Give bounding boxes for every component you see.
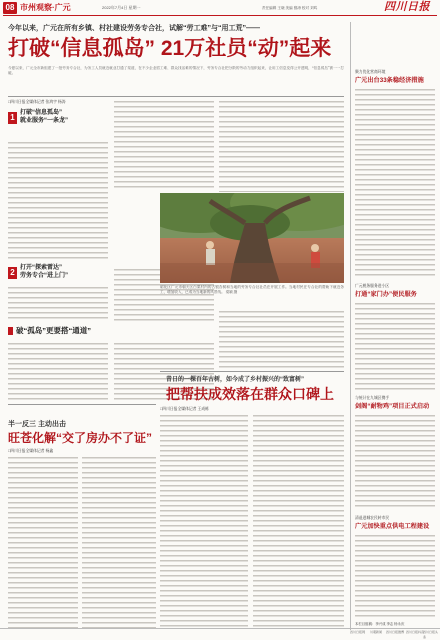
bottom-left-headline: 旺苍化解“交了房办不了证” xyxy=(8,431,153,445)
lead-body-col3c xyxy=(219,310,344,368)
subhead-title: 打开“探索雷达” 劳务专合“进上门” xyxy=(20,265,69,279)
sidebar-title-3: 剑阁“耐物鸡”项目正式启动 xyxy=(355,403,430,410)
sidebar-kicker-4: 清退进城农民转市民 xyxy=(355,516,390,520)
lead-headline: 打破“信息孤岛” 21万社员“动”起来 xyxy=(8,37,332,60)
subhead-marker xyxy=(8,327,13,335)
feature-kicker: 昔日的一棵百年古树，如今成了乡村振兴的“致富树” xyxy=(166,377,305,383)
subhead-number: 1 xyxy=(8,112,17,124)
section-name: 市州观察·广元 xyxy=(20,3,71,12)
page-number: 08 xyxy=(5,3,15,12)
sidebar-body-1 xyxy=(355,88,435,278)
issue-date: 2022年7月4日 星期一 xyxy=(102,5,141,10)
subhead-title: 打破“信息孤岛” 就业服务“一条龙” xyxy=(20,110,69,124)
editor-line: 责任编辑 王晓 美编 鄢涛 校对 刘鸣 xyxy=(262,6,318,10)
lead-body-col2 xyxy=(114,100,214,190)
masthead-rule xyxy=(3,15,437,16)
subhead-3 xyxy=(8,324,208,338)
lead-body-col1 xyxy=(8,131,108,261)
sidebar-body-3 xyxy=(355,414,435,510)
footer-item: 川观新闻 xyxy=(370,630,383,634)
sidebar xyxy=(350,22,437,630)
photo-caption: 昭化区广元市朝天区白果村内的古银杏树和当地的劳务专合社社员在开展工作。当地村民在专合社的帮助下就近务工，增加收入，已成为当地新的风景线。 梁颖 摄 xyxy=(160,285,344,294)
feature-headline: 把帮扶成效落在群众口碑上 xyxy=(166,386,334,402)
sidebar-kicker-1: 聚力优化营商环境 xyxy=(355,70,386,74)
photo-illustration xyxy=(160,193,344,283)
feature-divider xyxy=(160,371,344,372)
feature-body-col2 xyxy=(253,414,344,628)
sidebar-body-4 xyxy=(355,534,435,620)
sidebar-footer-credit: 本栏目组稿：李兴成 李志 杨永庆 xyxy=(355,622,405,626)
lead-kicker: 今年以来，广元在所有乡镇、村社建设劳务专合社，试解“劳工难”与“用工荒”—— xyxy=(8,25,260,32)
bottom-left-byline: □四川日报全媒体记者 杨鑫 xyxy=(8,449,54,453)
page-number-badge xyxy=(3,2,17,14)
bottom-left-body-col1 xyxy=(8,456,78,628)
sidebar-title-1: 广元出台33条稳经济措施 xyxy=(355,77,424,84)
subhead-2 xyxy=(8,264,108,284)
footer-item: 四川日报网 xyxy=(350,630,366,634)
footer-item: 四川日报抖音 xyxy=(406,630,425,634)
footer-item: 四川日报头条 xyxy=(423,630,439,639)
bottom-left-body-col2 xyxy=(82,456,156,628)
lead-body-col3 xyxy=(219,100,344,192)
lead-intro: 今夏以来，广元全市新组建了一批劳务专合社，为务工人员就近就业打通了渠道，在不少企业招工难、群众找活难的情况下，劳务专合社把分散的劳动力组织起来，让用工信息变得公开透明，“信息孤岛”被一一打破。 xyxy=(8,66,344,75)
sidebar-kicker-2: 广元税务服务进小区 xyxy=(355,284,390,288)
feature-body-col1 xyxy=(160,414,248,628)
subhead-number: 2 xyxy=(8,267,17,279)
lead-byline: □四川日报全媒体记者 张鸿宇 杨涛 xyxy=(8,100,66,104)
subhead-1 xyxy=(8,109,108,129)
bottom-left-divider xyxy=(8,404,156,405)
paper-logo: 四川日报 xyxy=(384,1,430,13)
lead-body-col1c xyxy=(8,342,108,402)
sidebar-title-4: 广元加快重点供电工程建设 xyxy=(355,523,430,530)
masthead xyxy=(0,0,440,16)
bottom-left-kicker: 半一反三 主动出击 xyxy=(8,421,66,428)
lead-divider xyxy=(8,96,344,97)
sidebar-body-2 xyxy=(355,302,435,390)
sidebar-title-2: 打通“家门办”便民服务 xyxy=(355,291,417,298)
lead-body-col1b xyxy=(8,286,108,322)
news-photo xyxy=(160,193,344,283)
footer-item: 四川日报微博 xyxy=(386,630,405,634)
feature-byline: □四川日报全媒体记者 王成栋 xyxy=(160,407,209,411)
subhead-title: 破“孤岛”更要搭“通道” xyxy=(16,326,91,335)
sidebar-kicker-3: 与统计在九城区携手 xyxy=(355,396,390,400)
